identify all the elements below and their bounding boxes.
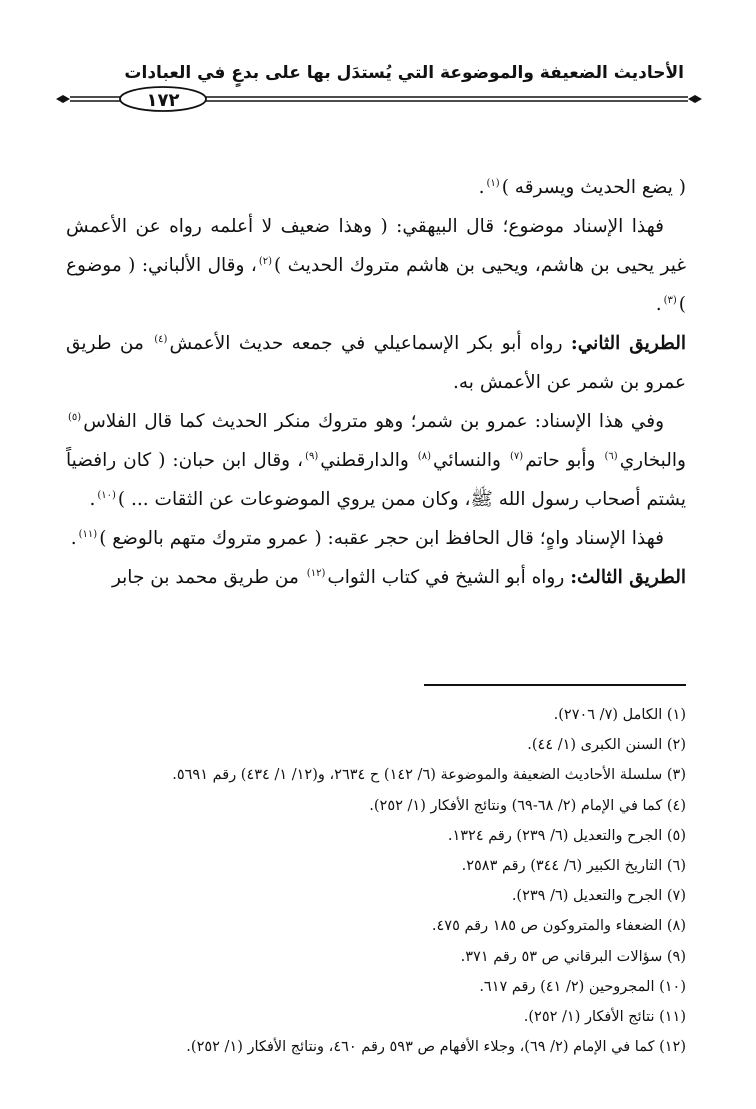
paragraph-4 (66, 402, 686, 519)
paragraph-text: ، وقال ابن حبان: ( كان رافضياً يشتم أصحاب رسول الله ﷺ، وكان ممن يروي الموضوعات عن الثقات ... ) (66, 450, 686, 510)
paragraph-text: والدارقطني (320, 450, 409, 471)
paragraph-5 (66, 519, 686, 558)
footnote-ref-12[interactable]: (١٢) (306, 567, 326, 579)
paragraph-text: فهذا الإسناد واهٍ؛ قال الحافظ ابن حجر عقبه: ( عمرو متروك متهم بالوضع ) (99, 528, 664, 549)
footnote-item: (٧) الجرح والتعديل (٦/ ٢٣٩). (511, 888, 686, 905)
footnote-item: (١) الكامل (٧/ ٢٧٠٦). (553, 707, 686, 723)
paragraph-text: وفي هذا الإسناد: عمرو بن شمر؛ وهو متروك منكر الحديث كما قال الفلاس (83, 411, 664, 432)
footnote-item: (٦) التاريخ الكبير (٦/ ٣٤٤) رقم ٢٥٨٣. (461, 858, 686, 875)
main-text (66, 168, 686, 597)
paragraph-text: رواه أبو بكر الإسماعيلي في جمعه حديث الأعمش (169, 333, 563, 354)
paragraph-1 (66, 168, 686, 207)
footnote-ref-4[interactable]: (٤) (154, 333, 168, 345)
section-label: الطريق الثالث: (570, 567, 686, 588)
paragraph-text: فهذا الإسناد موضوع؛ قال البيهقي: ( وهذا ضعيف لا أعلمه رواه عن الأعمش غير يحيى بن هاشم، ويحيى بن هاشم متروك الحديث ) (66, 216, 687, 276)
footnote-ref-8[interactable]: (٨) (417, 450, 431, 462)
running-header-title: الأحاديث الضعيفة والموضوعة التي يُستدَل بها على بدعٍ في العبادات (124, 63, 684, 83)
footnotes-list (66, 700, 686, 1062)
footnote-item: (٩) سؤالات البرقاني ص ٥٣ رقم ٣٧١. (460, 948, 686, 965)
footnote-ref-5[interactable]: (٥) (68, 411, 82, 423)
paragraph-text: من طريق عمرو بن شمر عن الأعمش به. (66, 333, 686, 393)
footnote-ref-11[interactable]: (١١) (78, 528, 98, 540)
paragraph-6 (66, 558, 686, 597)
footnote-ref-3[interactable]: (٣) (663, 294, 677, 306)
footnote-item: (٢) السنن الكبرى (١/ ٤٤). (527, 737, 686, 754)
punctuation: . (655, 294, 662, 315)
quote-text: ( يضع الحديث ويسرقه ) (501, 177, 686, 198)
paragraph-3 (66, 324, 686, 402)
footnote-item: (١١) نتائج الأفكار (١/ ٢٥٢). (523, 1009, 686, 1026)
section-label: الطريق الثاني: (570, 333, 686, 354)
paragraph-text: ، وقال الألباني: ( موضوع ) (66, 255, 686, 315)
footnote-ref-10[interactable]: (١٠) (97, 489, 116, 501)
paragraph-text: والبخاري (619, 450, 686, 471)
footnote-ref-9[interactable]: (٩) (305, 450, 319, 462)
footnote-ref-6[interactable]: (٦) (604, 450, 618, 462)
footnote-item: (٥) الجرح والتعديل (٦/ ٢٣٩) رقم ١٣٢٤. (447, 827, 686, 844)
punctuation: . (89, 489, 96, 510)
punctuation: . (70, 528, 77, 549)
footnote-separator (424, 684, 686, 686)
footnote-item: (٨) الضعفاء والمتروكون ص ١٨٥ رقم ٤٧٥. (431, 918, 686, 935)
paragraph-text: رواه أبو الشيخ في كتاب الثواب (327, 567, 565, 588)
page-number: ١٧٢ (146, 90, 180, 111)
footnote-item: (١٠) المجروحين (٢/ ٤١) رقم ٦١٧. (479, 978, 686, 995)
paragraph-text: والنسائي (432, 450, 501, 471)
footnote-ref-2[interactable]: (٢) (258, 255, 273, 267)
footnote-item: (٤) كما في الإمام (٢/ ٦٨-٦٩) ونتائج الأفكار (١/ ٢٥٢). (369, 797, 686, 814)
footnote-item: (٣) سلسلة الأحاديث الضعيفة والموضوعة (٦/ ١٤٢) ح ٢٦٣٤، و(١٢/ ١/ ٤٣٤) رقم ٥٦٩١. (172, 767, 686, 784)
paragraph-text: من طريق محمد بن جابر (111, 567, 299, 588)
paragraph-text: وأبو حاتم (525, 450, 596, 471)
footnote-ref-7[interactable]: (٧) (510, 450, 524, 462)
footnote-item: (١٢) كما في الإمام (٢/ ٦٩)، وجلاء الأفهام ص ٥٩٣ رقم ٤٦٠، ونتائج الأفكار (١/ ٢٥٢). (186, 1039, 686, 1056)
punctuation: . (478, 177, 485, 198)
paragraph-2 (66, 207, 686, 324)
footnote-ref-1[interactable]: (١) (486, 177, 500, 189)
